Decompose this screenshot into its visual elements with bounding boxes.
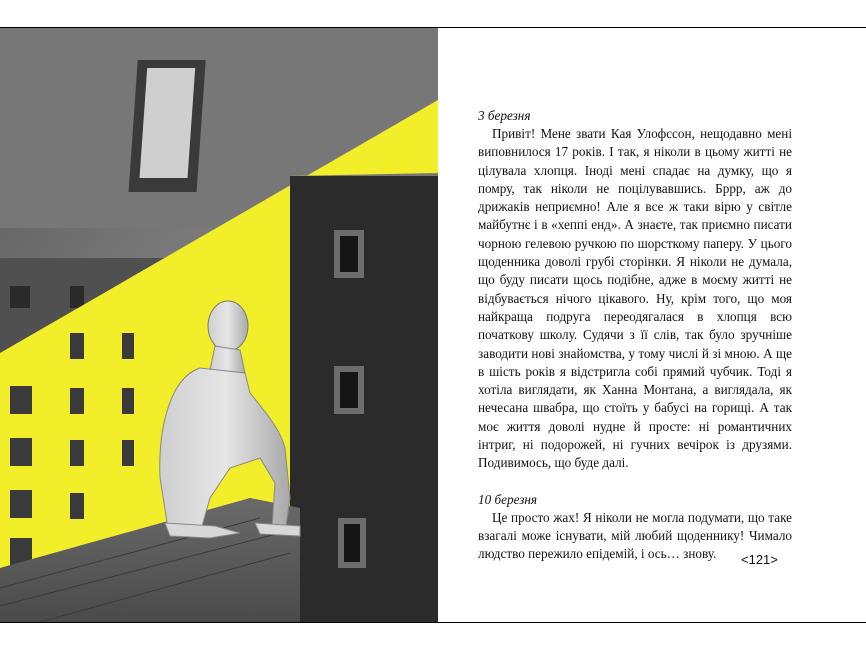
text-page (478, 107, 792, 564)
illustration-page (0, 28, 438, 622)
entry-date: 10 березня (478, 491, 538, 507)
entry-paragraph: Привіт! Мене звати Кая Улофссон, нещодавно мені виповнилося 17 років. І так, я ніколи в цьому житті не цілувала хлопця. Іноді мені спадає на думку, що я помру, так ніколи не поцілувавшись. Бррр, аж до дрижаків неприємно! Але я все ж таки вірю у світле майбутнє і в «хеппі енд». А знаєте, так приємно писати чорною гелевою ручкою по шорсткому паперу. У цього щоденника доволі грубі сторінки. Я ніколи не думала, що буду писати щось подібне, адже в моєму житті не відбувається нічого цікавого. Ну, крім того, що моя найкраща подруга переодягалася в хлопця всю початкову школу. Судячи з її слів, так було зручніше заводити нові знайомства, у тому числі й зі мною. А ще в шість років я відстригла собі прямий чубчик. Тоді я хотіла виглядати, як Ханна Монтана, а виглядала, як нечесана швабра, що стоїть у бабусі на горищі. А так моє життя доволі нудне й просте: ні романтичних інтриг, ні подорожей, ні гучних вечірок із друзями. Подивимось, що буде далі. (478, 126, 792, 471)
bottom-border-line (0, 622, 866, 623)
page-number: <121> (741, 552, 778, 567)
top-window-glass (140, 68, 196, 178)
entry-paragraph: Це просто жах! Я ніколи не могла подумати, що таке взагалі може існувати, мій любий щоденнику! Чимало людство пережило епідемій, і ось… знову. (478, 509, 792, 562)
entry-date: 3 березня (478, 108, 531, 123)
illustration-picture (0, 28, 438, 622)
